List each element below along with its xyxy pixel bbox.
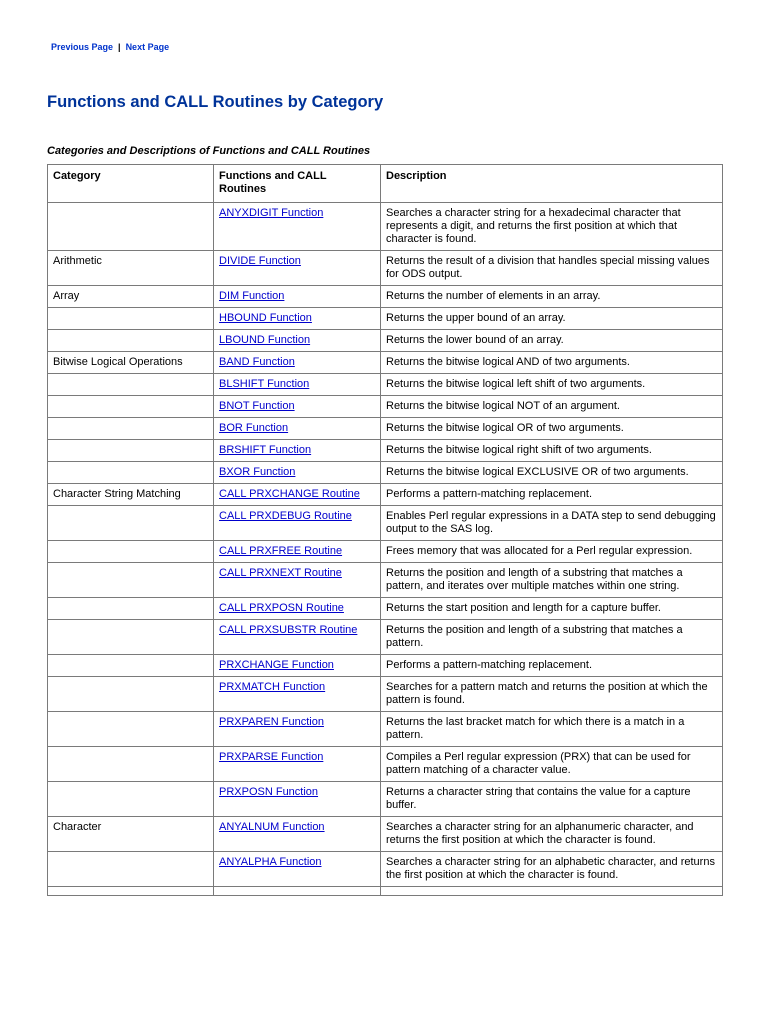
function-link[interactable]: DIM Function: [219, 290, 285, 302]
function-cell: [214, 251, 381, 286]
function-cell: [214, 887, 381, 896]
function-cell: [214, 396, 381, 418]
function-link[interactable]: BXOR Function: [219, 466, 296, 478]
table-row: [48, 677, 723, 712]
description-cell: Performs a pattern-matching replacement.: [381, 655, 723, 677]
description-cell: Returns the bitwise logical right shift of two arguments.: [381, 440, 723, 462]
function-link[interactable]: PRXPAREN Function: [219, 716, 324, 728]
category-cell: [48, 782, 214, 817]
category-cell: [48, 462, 214, 484]
category-cell: [48, 418, 214, 440]
function-link[interactable]: CALL PRXSUBSTR Routine: [219, 624, 358, 636]
table-body: [48, 203, 723, 896]
function-link[interactable]: PRXMATCH Function: [219, 681, 326, 693]
category-cell: Character String Matching: [48, 484, 214, 506]
table-row: [48, 817, 723, 852]
function-link[interactable]: CALL PRXDEBUG Routine: [219, 510, 352, 522]
function-cell: [214, 620, 381, 655]
category-cell: [48, 747, 214, 782]
page-navigation: [51, 42, 169, 52]
function-link[interactable]: ANYALPHA Function: [219, 856, 322, 868]
table-row: [48, 563, 723, 598]
category-cell: [48, 374, 214, 396]
function-link[interactable]: PRXPOSN Function: [219, 786, 319, 798]
function-link[interactable]: BRSHIFT Function: [219, 444, 312, 456]
function-cell: [214, 782, 381, 817]
function-cell: [214, 418, 381, 440]
description-cell: Frees memory that was allocated for a Perl regular expression.: [381, 541, 723, 563]
category-cell: [48, 620, 214, 655]
table-row: [48, 440, 723, 462]
function-link[interactable]: BOR Function: [219, 422, 289, 434]
category-cell: [48, 677, 214, 712]
category-cell: Arithmetic: [48, 251, 214, 286]
table-row: [48, 352, 723, 374]
function-cell: [214, 308, 381, 330]
function-link[interactable]: HBOUND Function: [219, 312, 312, 324]
function-cell: [214, 506, 381, 541]
description-cell: Enables Perl regular expressions in a DATA step to send debugging output to the SAS log.: [381, 506, 723, 541]
function-link[interactable]: BAND Function: [219, 356, 295, 368]
function-cell: [214, 747, 381, 782]
category-cell: [48, 440, 214, 462]
table-row: [48, 396, 723, 418]
function-link[interactable]: DIVIDE Function: [219, 255, 301, 267]
function-link[interactable]: PRXPARSE Function: [219, 751, 324, 763]
function-link[interactable]: ANYALNUM Function: [219, 821, 325, 833]
category-cell: [48, 308, 214, 330]
category-cell: Array: [48, 286, 214, 308]
function-cell: [214, 374, 381, 396]
function-link[interactable]: LBOUND Function: [219, 334, 311, 346]
category-cell: Character: [48, 817, 214, 852]
table-row: [48, 484, 723, 506]
table-row: [48, 782, 723, 817]
nav-separator: |: [118, 42, 121, 52]
table-row: [48, 852, 723, 887]
table-row: [48, 374, 723, 396]
description-cell: Searches a character string for an alphabetic character, and returns the first position at which the character is found.: [381, 852, 723, 887]
description-cell: Performs a pattern-matching replacement.: [381, 484, 723, 506]
table-row: [48, 598, 723, 620]
table-header-row: [48, 165, 723, 203]
table-row: [48, 286, 723, 308]
function-cell: [214, 598, 381, 620]
function-cell: [214, 330, 381, 352]
function-cell: [214, 484, 381, 506]
function-cell: [214, 852, 381, 887]
description-cell: Returns the position and length of a substring that matches a pattern.: [381, 620, 723, 655]
function-cell: [214, 462, 381, 484]
description-cell: Returns the last bracket match for which there is a match in a pattern.: [381, 712, 723, 747]
function-link[interactable]: BLSHIFT Function: [219, 378, 310, 390]
function-cell: [214, 352, 381, 374]
description-cell: Returns the bitwise logical NOT of an argument.: [381, 396, 723, 418]
column-header-description: Description: [381, 165, 723, 203]
function-link[interactable]: CALL PRXPOSN Routine: [219, 602, 344, 614]
function-link[interactable]: ANYXDIGIT Function: [219, 207, 324, 219]
function-cell: [214, 440, 381, 462]
description-cell: Returns the bitwise logical EXCLUSIVE OR of two arguments.: [381, 462, 723, 484]
category-cell: [48, 203, 214, 251]
category-cell: [48, 563, 214, 598]
table-row: [48, 418, 723, 440]
description-cell: Returns the position and length of a substring that matches a pattern, and iterates over multiple matches within one string.: [381, 563, 723, 598]
function-cell: [214, 712, 381, 747]
description-cell: [381, 887, 723, 896]
table-row: [48, 747, 723, 782]
description-cell: Searches a character string for a hexadecimal character that represents a digit, and returns the first position at which that character is found.: [381, 203, 723, 251]
function-cell: [214, 286, 381, 308]
table-row: [48, 620, 723, 655]
column-header-functions: Functions and CALL Routines: [214, 165, 381, 203]
description-cell: Returns the number of elements in an array.: [381, 286, 723, 308]
function-cell: [214, 541, 381, 563]
table-row: [48, 462, 723, 484]
table-row: [48, 251, 723, 286]
table-row: [48, 541, 723, 563]
description-cell: Compiles a Perl regular expression (PRX) that can be used for pattern matching of a character value.: [381, 747, 723, 782]
functions-table: [47, 164, 723, 896]
function-link[interactable]: BNOT Function: [219, 400, 295, 412]
function-cell: [214, 563, 381, 598]
description-cell: Returns the bitwise logical left shift of two arguments.: [381, 374, 723, 396]
function-link[interactable]: CALL PRXFREE Routine: [219, 545, 343, 557]
function-link[interactable]: PRXCHANGE Function: [219, 659, 334, 671]
description-cell: Returns the bitwise logical OR of two arguments.: [381, 418, 723, 440]
description-cell: Searches a character string for an alphanumeric character, and returns the first position at which the character is found.: [381, 817, 723, 852]
table-row: [48, 330, 723, 352]
table-row: [48, 712, 723, 747]
description-cell: Searches for a pattern match and returns the position at which the pattern is found.: [381, 677, 723, 712]
function-link[interactable]: CALL PRXCHANGE Routine: [219, 488, 360, 500]
function-link[interactable]: CALL PRXNEXT Routine: [219, 567, 342, 579]
description-cell: Returns a character string that contains the value for a capture buffer.: [381, 782, 723, 817]
category-cell: [48, 330, 214, 352]
function-cell: [214, 677, 381, 712]
table-row: [48, 506, 723, 541]
category-cell: [48, 887, 214, 896]
description-cell: Returns the start position and length for a capture buffer.: [381, 598, 723, 620]
page-title: Functions and CALL Routines by Category: [47, 93, 384, 111]
function-cell: [214, 655, 381, 677]
description-cell: Returns the lower bound of an array.: [381, 330, 723, 352]
description-cell: Returns the result of a division that handles special missing values for ODS output.: [381, 251, 723, 286]
function-cell: [214, 203, 381, 251]
previous-page-link[interactable]: Previous Page: [51, 42, 114, 52]
table-row: [48, 887, 723, 896]
next-page-link[interactable]: Next Page: [125, 42, 170, 52]
table-row: [48, 203, 723, 251]
description-cell: Returns the upper bound of an array.: [381, 308, 723, 330]
table-row: [48, 655, 723, 677]
category-cell: [48, 598, 214, 620]
category-cell: [48, 852, 214, 887]
table-row: [48, 308, 723, 330]
category-cell: [48, 655, 214, 677]
category-cell: [48, 541, 214, 563]
category-cell: [48, 506, 214, 541]
category-cell: Bitwise Logical Operations: [48, 352, 214, 374]
description-cell: Returns the bitwise logical AND of two arguments.: [381, 352, 723, 374]
category-cell: [48, 712, 214, 747]
table-caption: Categories and Descriptions of Functions and CALL Routines: [47, 145, 371, 157]
column-header-category: Category: [48, 165, 214, 203]
category-cell: [48, 396, 214, 418]
function-cell: [214, 817, 381, 852]
